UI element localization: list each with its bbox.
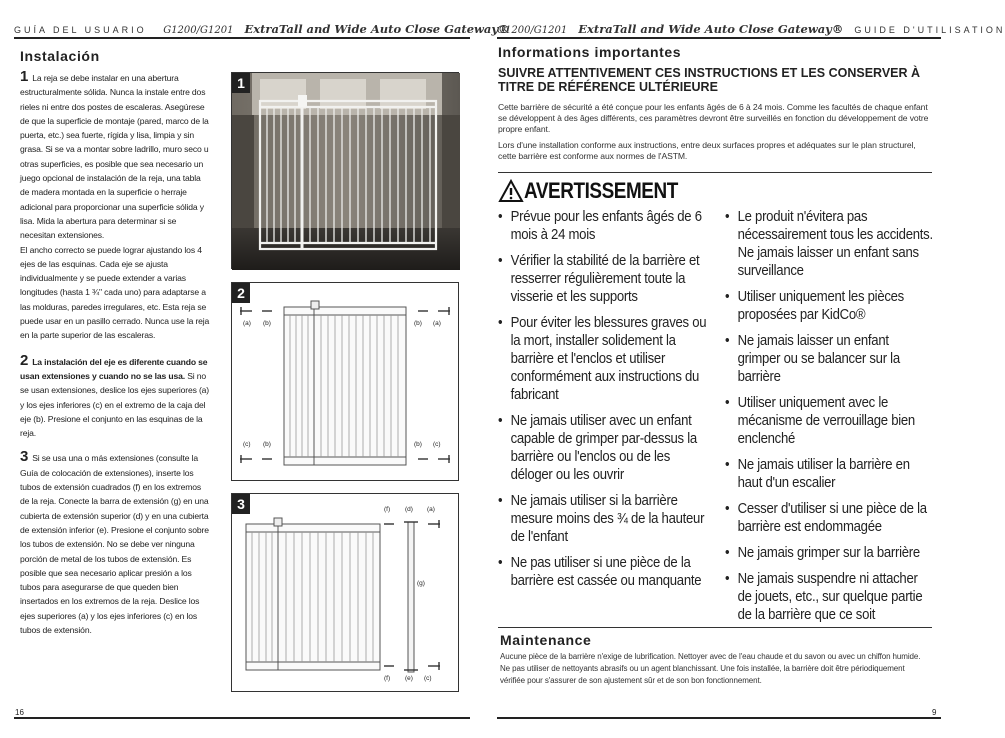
warning-item: • Ne jamais grimper sur la barrière: [725, 544, 934, 562]
header-rule-left: [14, 37, 470, 39]
fig3-label-f-top: (f): [384, 506, 391, 513]
warning-item: • Prévue pour les enfants âgés de 6 mois à 24 mois: [498, 208, 712, 244]
fig2-label-c-bottom-right: (c): [433, 441, 441, 448]
warning-list-right: [725, 208, 934, 632]
info-subtitle: SUIVRE ATTENTIVEMENT CES INSTRUCTIONS ET LES CONSERVER À TITRE DE RÉFÉRENCE ULTÉRIEURE: [498, 66, 921, 94]
step-1-continued: El ancho correcto se puede lograr ajustando los 4 ejes de las esquinas. Cada eje se ajusta individualmente y se puede extender a varias longitudes (hasta 1 ¾" cada uno) para adaptarse a las molduras, paredes irregulares, etc. Esta reja se puede usar en un pasillo cerrado. Nunca use la reja en la parte superior de las escaleras.: [20, 244, 210, 341]
fig3-label-e: (e): [405, 675, 413, 682]
warning-item: • Ne jamais laisser un enfant grimper ou se balancer sur la barrière: [725, 332, 934, 386]
gate-diagram-3: [232, 494, 460, 693]
fig2-label-b-bottom-left: (b): [263, 441, 271, 448]
header-left: [14, 22, 510, 36]
header-rule-right: [497, 37, 941, 39]
header-left-label: GUÍA DEL USUARIO: [14, 25, 147, 35]
maintenance-title: Maintenance: [500, 632, 592, 648]
fig2-label-b-bottom-right: (b): [414, 441, 422, 448]
fig3-label-a: (a): [427, 506, 435, 513]
info-section: [498, 44, 932, 162]
maintenance-text: Aucune pièce de la barrière n'exige de lubrification. Nettoyer avec de l'eau chaude et du savon ou avec un chiffon humide. Ne pas utiliser de nettoyants abrasifs ou un agent blanchissant. Une fois installée, la barrière doit être périodiquement vérifiée pour s'assurer de son ajustement sûr et de son bon fonctionnement.: [500, 652, 921, 685]
warning-item: • Ne pas utiliser si une pièce de la barrière est cassée ou manquante: [498, 554, 712, 590]
header-right-model: G1200/G1201: [497, 25, 568, 36]
fig3-label-f-bottom: (f): [384, 675, 391, 682]
step-3: [20, 450, 212, 637]
step-1-text: La reja se debe instalar en una abertura estructuralmente sólida. Nunca la instale entre dos rieles ni entre dos postes de escaleras. Asegúrese de que la superficie de montaje (pared, marco de la puerta, etc.) sea fuerte, rígida y lisa, limpia y sin grasa. Si se va a montar sobre ladrillo, muro seco u otras superficies, es posible que sea necesario un juego opcional de instalación de la reja, una tabla de madera montada en la superficie o herraje adicional para proporcionar una superficie sólida y lisa. Mida la abertura para determinar si se necesitan extensiones.: [20, 73, 209, 241]
figure-1: [231, 72, 459, 269]
step-2-number: 2: [20, 351, 29, 369]
step-3-number: 3: [20, 448, 29, 466]
fig2-label-a-top-left: (a): [243, 320, 251, 327]
warning-triangle-icon: [498, 179, 524, 203]
figure-2-number: 2: [232, 283, 250, 303]
installation-title: Instalación: [20, 48, 100, 64]
warning-item: • Ne jamais utiliser avec un enfant capable de grimper par-dessus la barrière ou l'enclos ou de les déloger ou les ouvrir: [498, 412, 712, 484]
warning-item: • Pour éviter les blessures graves ou la mort, installer solidement la barrière et l'enclos et utiliser conformément aux instructions du fabricant: [498, 314, 712, 404]
fig3-label-d: (d): [405, 506, 413, 513]
step-3-text: Si se usa una o más extensiones (consulte la Guía de colocación de extensiones), inserte los tubos de extensión cuadrados (f) en los extremos de la reja. Conecte la barra de extensión (g) en una cubierta de extensión superior (d) y en una cubierta de extensión inferior (e). Presione el conjunto sobre los tubos de extensión. No se debe ver ninguna porción de metal de los tubos de extensión. Es posible que sea necesario aplicar presión a los tubos para asegurarse de que queden bien insertados en los extremos de la reja. Deslice los ejes superiores (a) y los ejes inferiores (c) en los tubos de extensión.: [20, 453, 209, 635]
fig2-label-b-top-right: (b): [414, 320, 422, 327]
warning-item: • Utiliser uniquement les pièces proposées par KidCo®: [725, 288, 934, 324]
header-right: [497, 22, 1005, 36]
warning-rule-top: [498, 172, 932, 173]
header-left-product: ExtraTall and Wide Auto Close Gateway®: [244, 22, 510, 36]
warning-item: • Vérifier la stabilité de la barrière et resserrer régulièrement toute la visserie et les supports: [498, 252, 712, 306]
warning-header: [498, 178, 703, 204]
warning-item: • Ne jamais utiliser si la barrière mesure moins des ¾ de la hauteur de l'enfant: [498, 492, 712, 546]
warning-title: AVERTISSEMENT: [524, 178, 678, 203]
gate-photo: [232, 73, 460, 270]
step-2-bold: La instalación del eje es diferente cuando se usan extensiones y cuando no se las usa.: [20, 356, 208, 381]
info-paragraph-1: Cette barrière de sécurité a été conçue pour les enfants âgés de 6 à 24 mois. Comme les facultés de chaque enfant se développent à des âges différents, ces paramètres devront être surveillés en fonction du développement de votre propre enfant.: [498, 102, 929, 134]
fig3-label-g: (g): [417, 580, 425, 587]
warning-item: • Ne jamais suspendre ni attacher de jouets, etc., sur quelque partie de la barrière que ce soit: [725, 570, 934, 624]
figure-1-number: 1: [232, 73, 250, 93]
footer-rule-right: [497, 717, 941, 719]
installation-section: [20, 48, 212, 637]
footer-rule-left: [14, 717, 470, 719]
header-left-model: G1200/G1201: [163, 25, 234, 36]
warning-item: • Utiliser uniquement avec le mécanisme de verrouillage bien enclenché: [725, 394, 934, 448]
gate-diagram-2: [232, 283, 460, 482]
header-right-label: GUIDE D'UTILISATION: [854, 25, 1005, 35]
header-right-product: ExtraTall and Wide Auto Close Gateway®: [578, 22, 844, 36]
warning-item: • Cesser d'utiliser si une pièce de la barrière est endommagée: [725, 500, 934, 536]
step-2-text: Si no se usan extensiones, deslice los ejes superiores (a) y los ejes inferiores (c) en el extremo de la caja del eje (b). Presione el conjunto en las esquinas de la reja.: [20, 370, 210, 439]
step-2: [20, 351, 212, 441]
fig2-label-b-top-left: (b): [263, 320, 271, 327]
step-1-number: 1: [20, 68, 29, 85]
info-title: Informations importantes: [498, 44, 682, 60]
figure-3-number: 3: [232, 494, 250, 514]
page-number-left: 16: [15, 708, 24, 717]
warning-item: • Ne jamais utiliser la barrière en haut d'un escalier: [725, 456, 934, 492]
warning-list-left: [498, 208, 712, 598]
info-paragraph-2: Lors d'une installation conforme aux instructions, entre deux surfaces propres et adéquates sur le plan structurel, cette barrière est conforme aux normes de l'ASTM.: [498, 140, 916, 161]
fig2-label-c-bottom-left: (c): [243, 441, 251, 448]
step-1: [20, 70, 212, 243]
fig2-label-a-top-right: (a): [433, 320, 441, 327]
fig3-label-c: (c): [424, 675, 432, 682]
warning-item: • Le produit n'évitera pas nécessairement tous les accidents. Ne jamais laisser un enfant sans surveillance: [725, 208, 934, 280]
page-number-right: 9: [932, 708, 937, 717]
maintenance-rule: [498, 627, 932, 628]
figure-3: [231, 493, 459, 692]
figure-2: [231, 282, 459, 481]
